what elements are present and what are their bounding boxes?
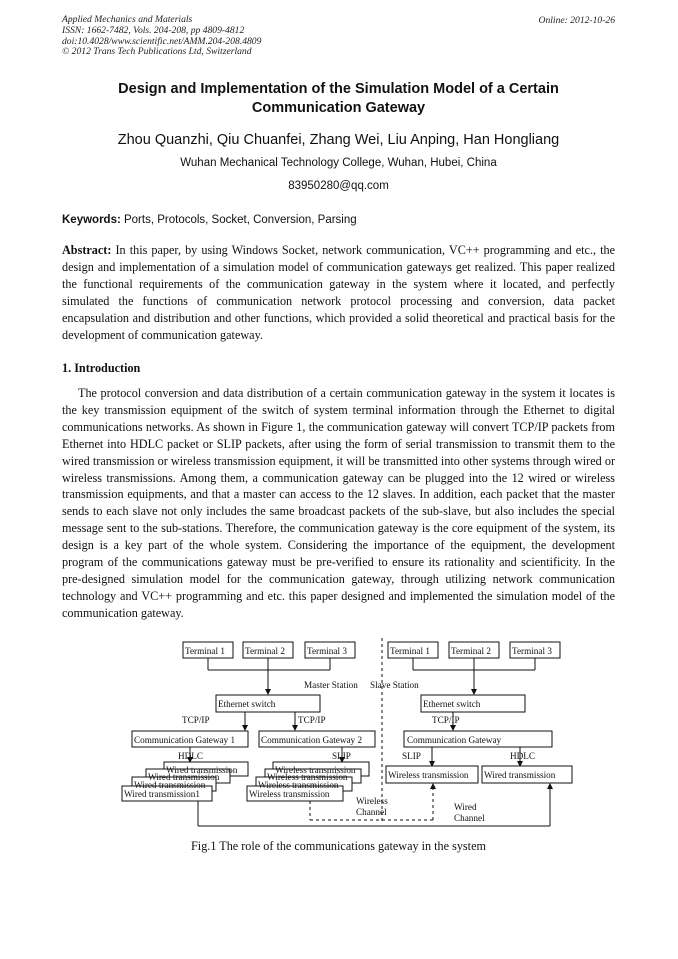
affiliation: Wuhan Mechanical Technology College, Wuhan, Hubei, China — [180, 157, 497, 169]
slave-terminal-1: Terminal 1 — [390, 646, 430, 656]
master-station-label: Master Station — [304, 680, 358, 690]
slave-terminal-2: Terminal 2 — [451, 646, 491, 656]
issn: ISSN: 1662-7482, Vols. 204-208, pp 4809-4812 — [62, 24, 245, 36]
abstract — [62, 242, 615, 343]
slave-ethernet-switch: Ethernet switch — [423, 699, 481, 709]
online-date: Online: 2012-10-26 — [538, 15, 615, 26]
tcpip-label-2: TCP/IP — [298, 715, 326, 725]
figure-1 — [110, 632, 580, 832]
hdlc-label-right: HDLC — [510, 751, 536, 761]
slave-terminal-3: Terminal 3 — [512, 646, 552, 656]
journal-meta — [62, 15, 261, 58]
slip-label-slave: SLIP — [402, 751, 421, 761]
journal-name: Applied Mechanics and Materials — [62, 14, 193, 25]
wired-left-2: Wired transmission — [134, 780, 206, 790]
paper-title — [62, 80, 615, 118]
wireless-master-2: Wireless transmission — [258, 780, 339, 790]
gateway-1-label: Communication Gateway 1 — [134, 735, 236, 745]
title-line-2: Communication Gateway — [251, 100, 426, 116]
tcpip-label-1: TCP/IP — [182, 715, 210, 725]
wired-left-4: Wired transmission — [166, 765, 238, 775]
abstract-text: In this paper, by using Windows Socket, network communication, VC++ programming and etc., the design and implementation of a simulation model of communication gateways get realized. This paper realized the functional requirements of the communication gateway in the system where it located, and perfectly simulated the functions of communication network protocol processing and conversion, data packet encapsulation and distribution and other functions, which provided a solid theoretical and practical basis for the development of communication gateway. — [62, 243, 615, 342]
slave-gateway-label: Communication Gateway — [407, 735, 502, 745]
gateway-diagram — [110, 632, 580, 832]
wireless-master-3: Wireless transmission — [267, 772, 348, 782]
slave-wired-label: Wired transmission — [484, 770, 556, 780]
intro-paragraph: The protocol conversion and data distribution of a certain communication gateway in the system it locates is the key transmission equipment of the switch of system terminal information through the Ethernet to digital communications networks. As shown in Figure 1, the communication gateway will convert TCP/IP packets from Ethernet into HDLC packet or SLIP packets, after using the form of serial transmission to transmit them to the wired transmission or wireless transmission equipment, it will be transmitted into other systems through wired or wireless transmissions. Among them, a communication gateway can be plugged into the 12 wired or wireless transmission equipments, and that a master can access to the 12 slaves. In addition, each packet that the master sends to each slave not only includes the same broadcast packets of the sub-slave, but also includes the special message sent to the sub-stations. Therefore, the communication gateway is the core equipment of the system, its design is a key part of the whole system. Considering the importance of the equipment, the development program of the communications gateway must be pre-verified to ensure its rationality and scientificity. In the pre-designed simulation model for the communication gateway, through utilizing network communication technology and VC++ programming and etc. this paper designed and implemented the simulation model of the communication gateway. — [62, 386, 615, 620]
master-terminal-1: Terminal 1 — [185, 646, 225, 656]
keywords — [62, 214, 615, 226]
wired-channel-label-2: Channel — [454, 813, 485, 823]
wireless-channel-label-2: Channel — [356, 807, 387, 817]
wireless-master-1: Wireless transmission — [249, 789, 330, 799]
wired-channel-label-1: Wired — [454, 802, 477, 812]
section-title: 1. Introduction — [62, 361, 141, 375]
slip-label-master: SLIP — [332, 751, 351, 761]
master-terminal-3: Terminal 3 — [307, 646, 347, 656]
wired-left-1: Wired transmission1 — [124, 789, 200, 799]
tcpip-label-3: TCP/IP — [432, 715, 460, 725]
wireless-channel-label-1: Wireless — [356, 796, 388, 806]
master-ethernet-switch: Ethernet switch — [218, 699, 276, 709]
copyright: © 2012 Trans Tech Publications Ltd, Switzerland — [62, 46, 252, 58]
keywords-text: Ports, Protocols, Socket, Conversion, Parsing — [120, 214, 357, 226]
keywords-label: Keywords: — [62, 214, 121, 226]
wireless-master-4: Wireless transmission — [275, 765, 356, 775]
title-line-1: Design and Implementation of the Simulation Model of a Certain — [118, 81, 559, 97]
authors: Zhou Quanzhi, Qiu Chuanfei, Zhang Wei, Liu Anping, Han Hongliang — [117, 132, 560, 148]
doi: doi:10.4028/www.scientific.net/AMM.204-208.4809 — [62, 35, 262, 47]
slave-station-label: Slave Station — [370, 680, 419, 690]
figure-caption: Fig.1 The role of the communications gateway in the system — [191, 839, 486, 853]
abstract-label: Abstract: — [62, 243, 112, 257]
slave-wireless-label: Wireless transmission — [388, 770, 469, 780]
gateway-2-label: Communication Gateway 2 — [261, 735, 363, 745]
wired-left-3: Wired transmission — [148, 772, 220, 782]
hdlc-label-left: HDLC — [178, 751, 204, 761]
master-terminal-2: Terminal 2 — [245, 646, 285, 656]
email[interactable]: 83950280@qq.com — [288, 180, 389, 192]
